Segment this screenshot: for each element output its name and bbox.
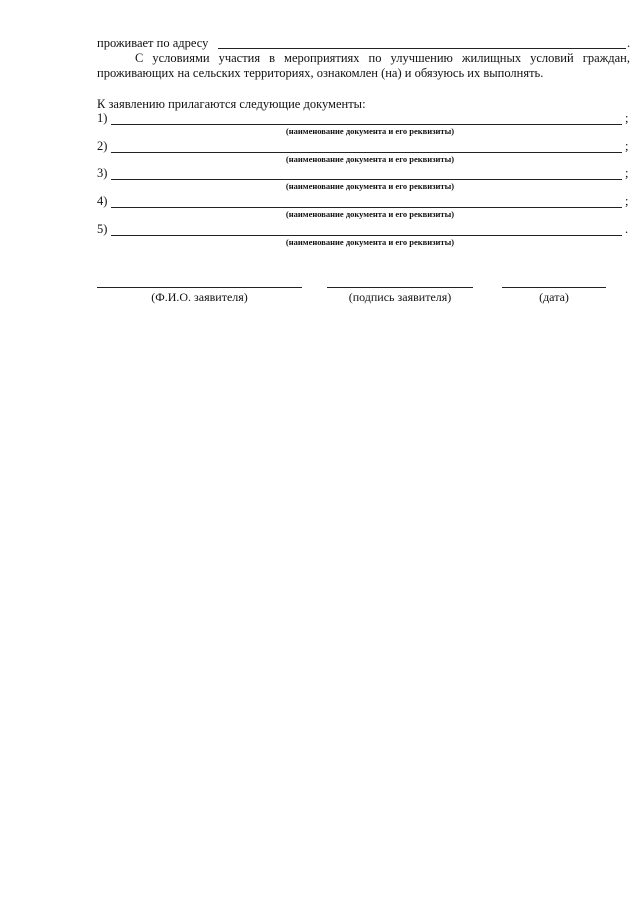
signature-fio-line — [97, 287, 302, 288]
documents-heading: К заявлению прилагаются следующие документы: — [97, 97, 366, 111]
document-item-3-line — [111, 179, 622, 180]
document-item-5-caption: (наименование документа и его реквизиты) — [285, 237, 455, 247]
document-item-5-number: 5) — [97, 222, 108, 236]
document-item-4-number: 4) — [97, 194, 108, 208]
document-item-5-end: . — [625, 222, 629, 236]
address-label: проживает по адресу — [97, 36, 209, 50]
document-item-3-end: ; — [625, 166, 629, 180]
signature-sign-line — [327, 287, 473, 288]
document-item-2-caption: (наименование документа и его реквизиты) — [285, 154, 455, 164]
document-item-1-end: ; — [625, 111, 629, 125]
document-item-5-line — [111, 235, 622, 236]
document-item-2-line — [111, 152, 622, 153]
signature-sign-caption: (подпись заявителя) — [348, 290, 452, 304]
document-item-1-caption: (наименование документа и его реквизиты) — [285, 126, 455, 136]
document-item-2-end: ; — [625, 139, 629, 153]
address-end-punct: . — [627, 36, 631, 50]
document-item-4-line — [111, 207, 622, 208]
document-item-3-caption: (наименование документа и его реквизиты) — [285, 181, 455, 191]
address-field-line — [218, 48, 626, 49]
document-item-4-end: ; — [625, 194, 629, 208]
document-item-4-caption: (наименование документа и его реквизиты) — [285, 209, 455, 219]
document-item-1-line — [111, 124, 622, 125]
signature-date-caption: (дата) — [539, 290, 569, 304]
signature-date-line — [502, 287, 606, 288]
consent-paragraph: С условиями участия в мероприятиях по улучшению жилищных условий граждан, проживающих на сельских территориях, ознакомлен (на) и обязуюсь их выполнять. — [97, 51, 630, 80]
document-item-1-number: 1) — [97, 111, 108, 125]
signature-fio-caption: (Ф.И.О. заявителя) — [151, 290, 248, 304]
document-item-2-number: 2) — [97, 139, 108, 153]
document-item-3-number: 3) — [97, 166, 108, 180]
